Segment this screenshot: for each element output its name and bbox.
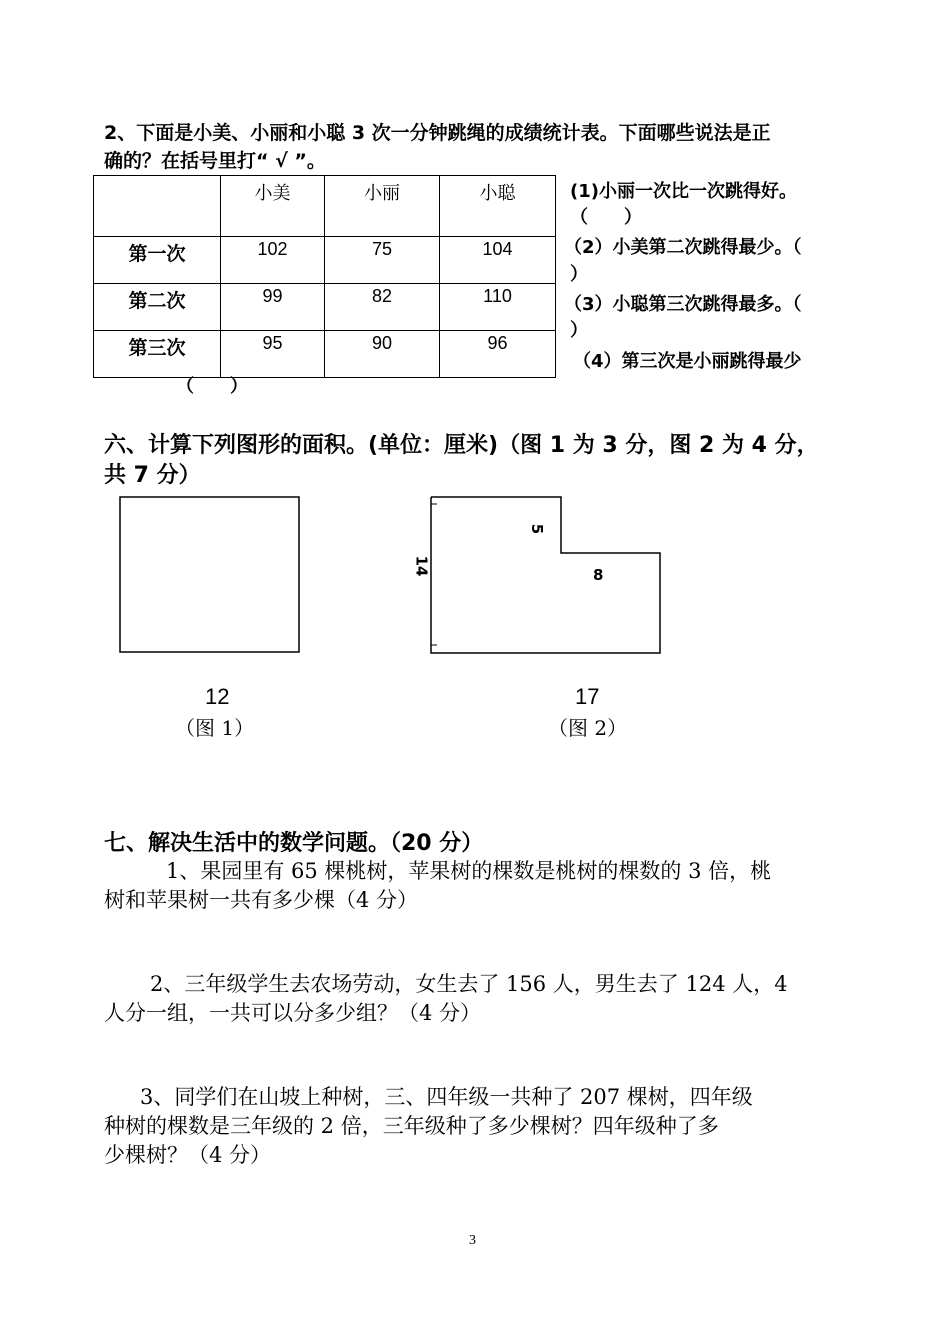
figure2-left-dim: 14 (412, 555, 431, 577)
q2-line1: 2、下面是小美、小丽和小聪 3 次一分钟跳绳的成绩统计表。下面哪些说法是正 (104, 122, 771, 144)
figure1-caption: （图 1） (175, 716, 255, 740)
page-number: 3 (469, 1233, 476, 1248)
section7-title: 七、解决生活中的数学问题。（20 分） (104, 831, 484, 856)
table-header-cell (94, 176, 221, 237)
problem1-line1: 1、果园里有 65 棵桃树，苹果树的棵数是桃树的棵数的 3 倍，桃 (166, 859, 772, 883)
problem1-line2: 树和苹果树一共有多少棵（4 分） (104, 888, 419, 912)
figure1-square (110, 490, 310, 660)
figure2-outline (431, 497, 660, 653)
statement-2: （2）小美第二次跳得最少。（ (564, 237, 802, 258)
figure2-caption: （图 2） (548, 716, 628, 740)
statement-3: （3）小聪第三次跳得最多。（ (564, 294, 802, 315)
table-cell: 95 (221, 331, 325, 378)
section6-title-line1: 六、计算下列图形的面积。(单位：厘米)（图 1 为 3 分，图 2 为 4 分， (104, 433, 819, 458)
table-row (94, 237, 556, 284)
figure1-side-label: 12 (205, 684, 230, 709)
statement-4: （4）第三次是小丽跳得最少 (573, 351, 802, 372)
row-label: 第一次 (94, 237, 221, 284)
answer-bracket-2[interactable]: ） (570, 264, 588, 285)
section6-title-line2: 共 7 分） (104, 463, 201, 488)
problem3-line3: 少棵树？（4 分） (104, 1143, 272, 1167)
answer-bracket-4[interactable]: （ ） (176, 376, 248, 397)
problem3-line1: 3、同学们在山坡上种树，三、四年级一共种了 207 棵树，四年级 (140, 1085, 753, 1109)
table-header-row (94, 176, 556, 237)
row-label: 第三次 (94, 331, 221, 378)
table-row (94, 284, 556, 331)
table-header-cell: 小美 (221, 176, 325, 237)
table-cell: 96 (440, 331, 556, 378)
table-cell: 75 (325, 237, 440, 284)
q2-line2: 确的？在括号里打“ √ ”。 (104, 150, 326, 172)
problem3-line2: 种树的棵数是三年级的 2 倍，三年级种了多少棵树？四年级种了多 (104, 1114, 719, 1138)
problem2-line2: 人分一组，一共可以分多少组？（4 分） (104, 1001, 482, 1025)
square-outline (120, 497, 299, 652)
figure2-bottom-label: 17 (575, 684, 600, 709)
figure2-shape (420, 490, 670, 660)
table-header-cell: 小丽 (325, 176, 440, 237)
table-cell: 99 (221, 284, 325, 331)
row-label: 第二次 (94, 284, 221, 331)
table-row (94, 331, 556, 378)
answer-bracket-1[interactable]: （ ） (570, 207, 642, 228)
statement-1: (1)小丽一次比一次跳得好。 (570, 181, 797, 202)
table-header-cell: 小聪 (440, 176, 556, 237)
figure2-step-dim: 8 (593, 566, 604, 584)
table-cell: 104 (440, 237, 556, 284)
table-cell: 90 (325, 331, 440, 378)
answer-bracket-3[interactable]: ） (570, 320, 588, 341)
table-cell: 102 (221, 237, 325, 284)
table-cell: 110 (440, 284, 556, 331)
figure2-notch-dim: 5 (528, 523, 547, 535)
score-table (93, 175, 556, 378)
table-cell: 82 (325, 284, 440, 331)
problem2-line1: 2、三年级学生去农场劳动，女生去了 156 人，男生去了 124 人，4 (150, 972, 788, 996)
